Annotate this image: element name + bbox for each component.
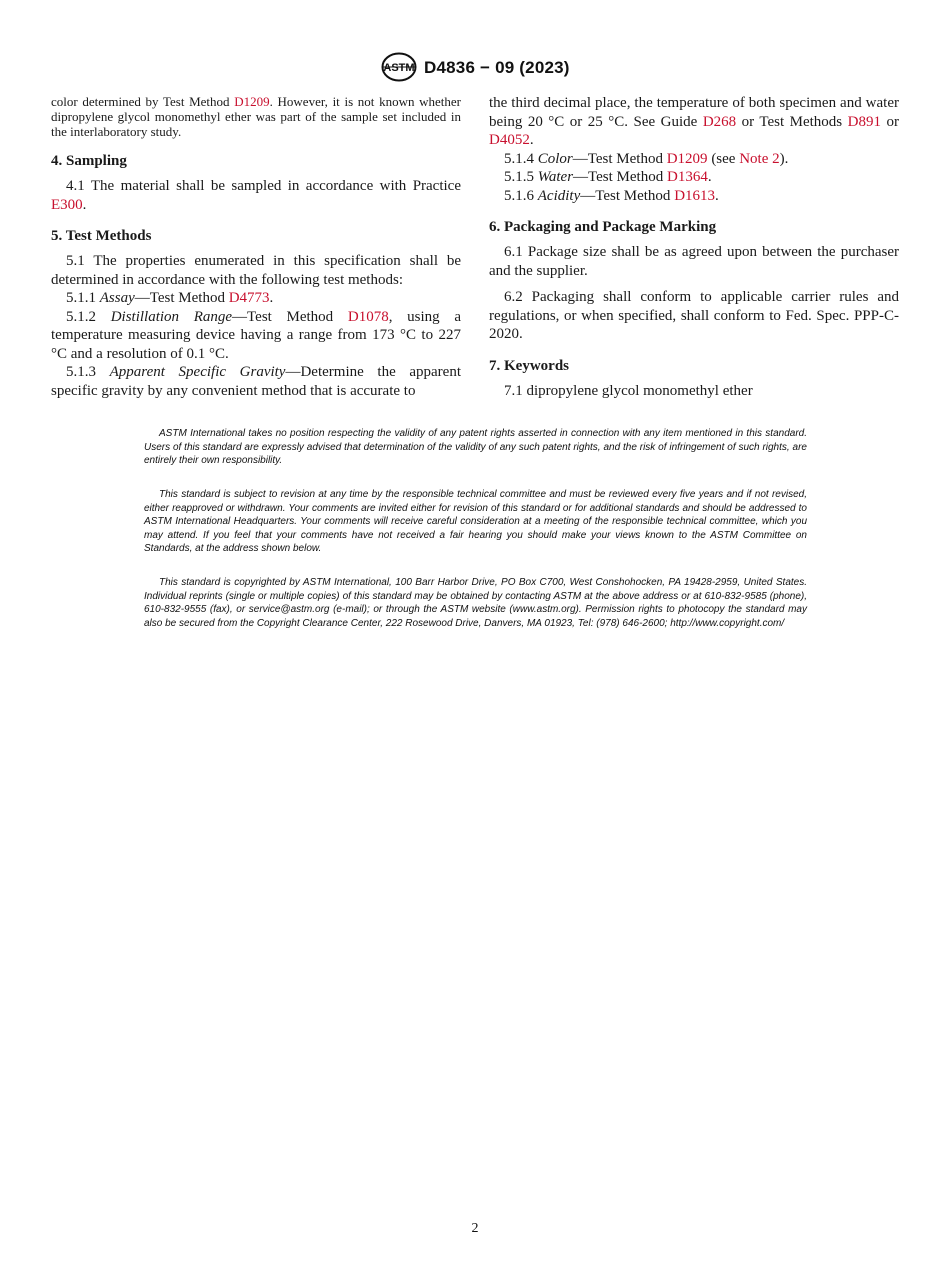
paragraph-5-1-6: 5.1.6 Acidity—Test Method D1613. (504, 187, 719, 204)
paragraph-5-1-3: 5.1.3 Apparent Specific Gravity—Determine the apparent specific gravity by any convenient method that is accurate to (51, 364, 461, 399)
left-column (51, 94, 461, 400)
link-e300[interactable]: E300 (51, 196, 83, 213)
paragraph-6-2: 6.2 Packaging shall conform to applicable carrier rules and regulations, or when specified, shall conform to Fed. Spec. PPP-C-2020. (489, 289, 899, 342)
section-heading-keywords: 7. Keywords (489, 357, 569, 374)
right-column (489, 94, 899, 400)
link-d268[interactable]: D268 (702, 113, 737, 130)
link-note-2[interactable]: Note 2 (739, 150, 780, 167)
paragraph-5-1-4: 5.1.4 Color—Test Method D1209 (see Note 2). (504, 150, 789, 167)
link-d1078[interactable]: D1078 (347, 308, 389, 325)
page-number: 2 (471, 1221, 479, 1236)
note-continuation: color determined by Test Method D1209. However, it is not known whether dipropylene glycol monomethyl ether was part of the sample set included in the interlaboratory study. (51, 94, 462, 139)
section-heading-sampling: 4. Sampling (51, 153, 127, 169)
link-d1364[interactable]: D1364 (666, 169, 708, 185)
link-d4773[interactable]: D4773 (228, 290, 270, 306)
link-d891[interactable]: D891 (847, 113, 881, 130)
astm-logo-icon (381, 52, 417, 82)
patent-notice: ASTM International takes no position respecting the validity of any patent rights asserted in connection with any item mentioned in this standard. Users of this standard are expressly advised that determination of the validity of any such patent rights, and the risk of infringement of such rights, are entirely their own responsibility. (144, 428, 807, 467)
page-header (0, 52, 950, 84)
paragraph-7-1: 7.1 dipropylene glycol monomethyl ether (504, 382, 753, 399)
section-heading-packaging: 6. Packaging and Package Marking (489, 219, 717, 235)
paragraph-5-1: 5.1 The properties enumerated in this specification shall be determined in accordance with the following test methods: (51, 253, 461, 288)
paragraph-6-1: 6.1 Package size shall be as agreed upon between the purchaser and the supplier. (489, 244, 899, 279)
link-d1209-color[interactable]: D1209 (666, 150, 708, 167)
section-heading-test-methods: 5. Test Methods (51, 228, 152, 244)
paragraph-4-1: 4.1 The material shall be sampled in accordance with Practice E300. (51, 178, 461, 213)
astm-logo-text: ASTM (383, 62, 415, 74)
standard-designation: D4836 − 09 (2023) (424, 58, 570, 77)
link-d4052[interactable]: D4052 (489, 132, 530, 148)
link-d1613[interactable]: D1613 (674, 187, 716, 204)
link-d1209[interactable]: D1209 (234, 94, 270, 109)
copyright-notice: This standard is copyrighted by ASTM International, 100 Barr Harbor Drive, PO Box C700, West Conshohocken, PA 19428-2959, United States. Individual reprints (single or multiple copies) of this standard may be obtained by contacting ASTM at the above address or at 610-832-9585 (phone), 610-832-9555 (fax), or service@astm.org (e-mail); or through the ASTM website (www.astm.org). Permission rights to photocopy the standard may also be secured from the Copyright Clearance Center, 222 Rosewood Drive, Danvers, MA 01923, Tel: (978) 646-2600; http://www.copyright.com/ (144, 577, 807, 629)
revision-notice: This standard is subject to revision at any time by the responsible technical committee and must be reviewed every five years and if not revised, either reapproved or withdrawn. Your comments are invited either for revision of this standard or for additional standards and should be addressed to ASTM International Headquarters. Your comments will receive careful consideration at a meeting of the responsible technical committee, which you may attend. If you feel that your comments have not received a fair hearing you should make your views known to the ASTM Committee on Standards, at the address shown below. (144, 489, 807, 555)
paragraph-5-1-1: 5.1.1 Assay—Test Method D4773. (66, 290, 274, 306)
paragraph-5-1-3-continued: the third decimal place, the temperature of both specimen and water being 20 °C or 25 °C. See Guide D268 or Test Methods D891 or D4052. (489, 95, 899, 148)
paragraph-5-1-2: 5.1.2 Distillation Range—Test Method D1078, using a temperature measuring device having a range from 173 °C to 227 °C and a resolution of 0.1 °C. (51, 308, 461, 362)
paragraph-5-1-5: 5.1.5 Water—Test Method D1364. (504, 169, 712, 185)
